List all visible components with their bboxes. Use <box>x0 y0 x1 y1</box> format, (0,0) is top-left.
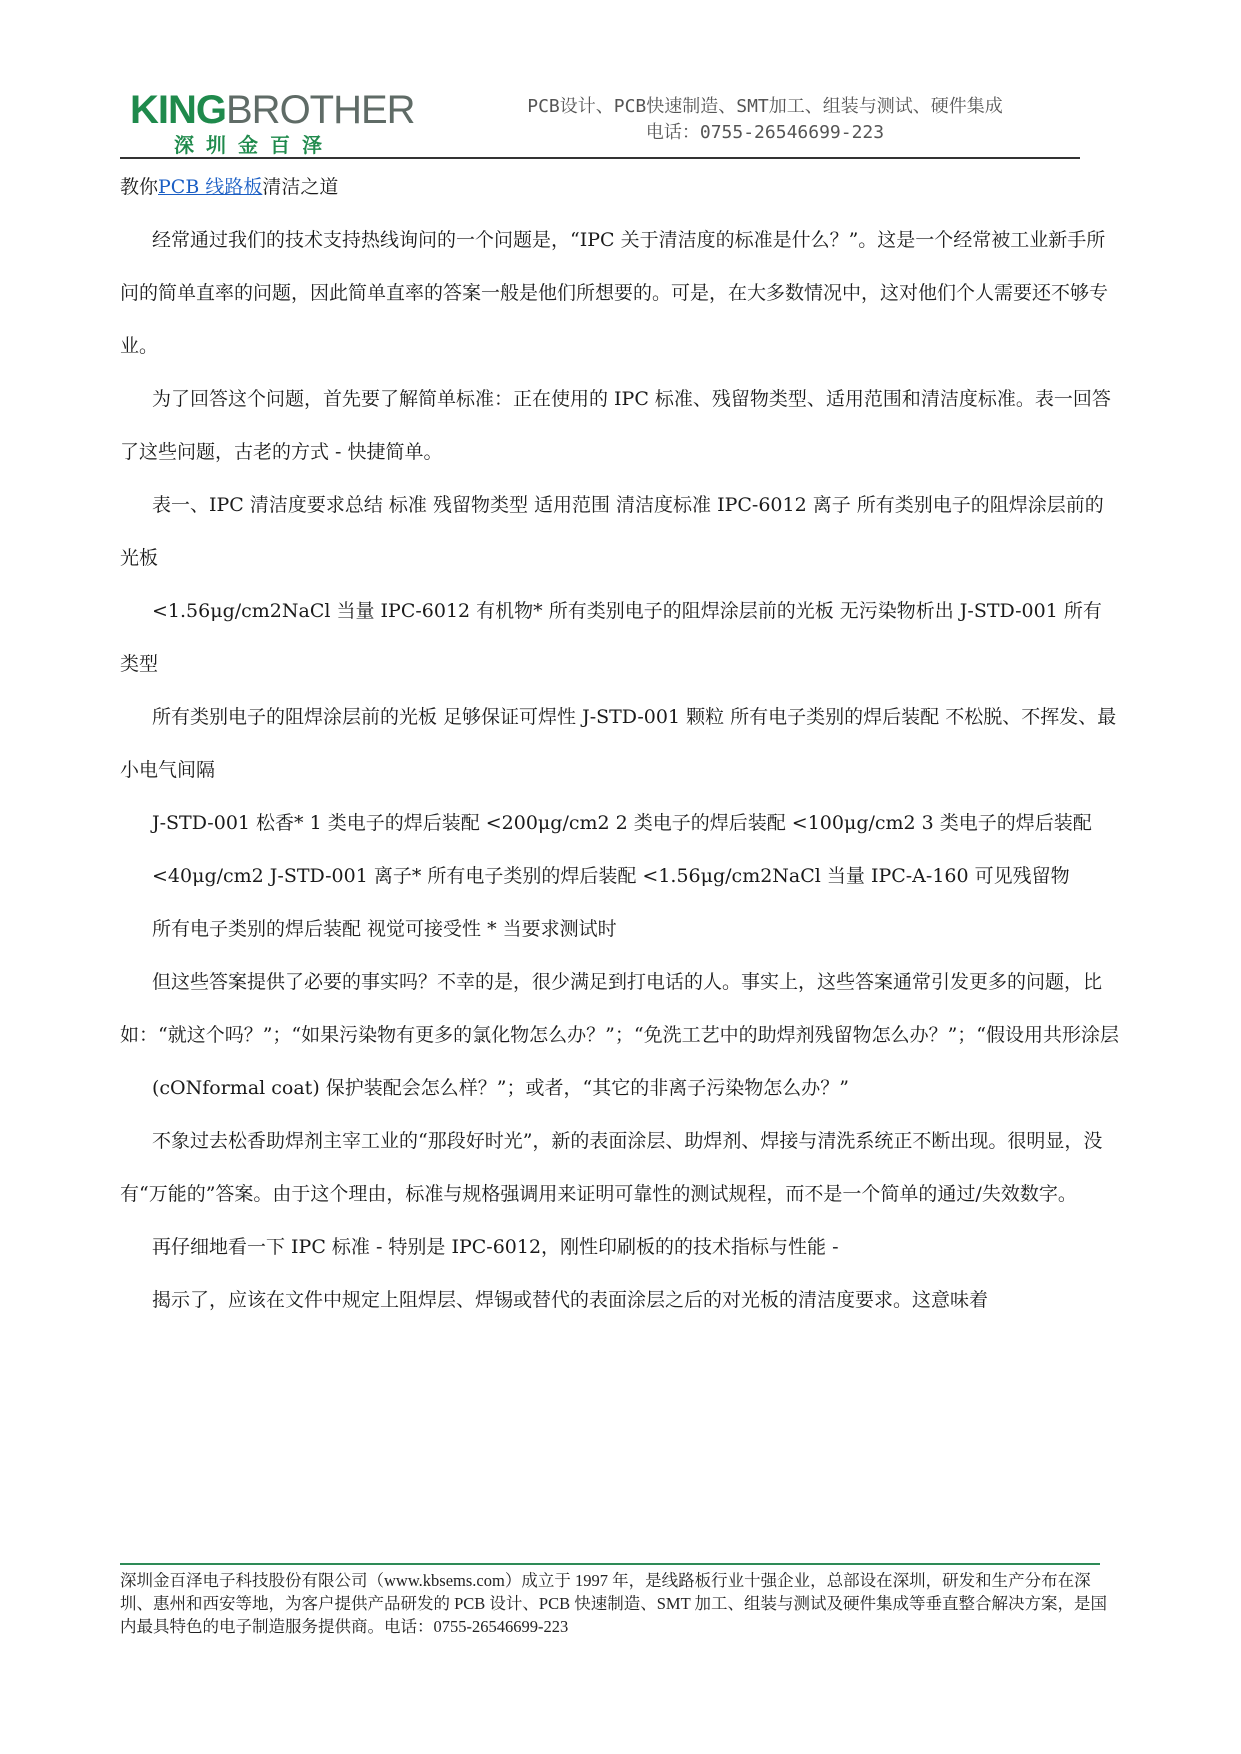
paragraph: 所有电子类别的焊后装配 视觉可接受性 * 当要求测试时 <box>152 918 617 940</box>
paragraph: 揭示了，应该在文件中规定上阻焊层、焊锡或替代的表面涂层之后的对光板的清洁度要求。这意味着 <box>152 1289 989 1311</box>
header-divider <box>120 157 1080 159</box>
title-prefix: 教你 <box>120 176 159 198</box>
logo-wordmark-brother: BROTHER <box>226 88 415 132</box>
footer-divider <box>120 1563 1100 1565</box>
paragraph: J-STD-001 松香* 1 类电子的焊后装配 <200μg/cm2 2 类电子的焊后装配 <100μg/cm2 3 类电子的焊后装配 <box>152 812 1092 834</box>
paragraph: 表一、IPC 清洁度要求总结 标准 残留物类型 适用范围 清洁度标准 IPC-6012 离子 所有类别电子的阻焊涂层前的光板 <box>120 494 1104 569</box>
page-footer: 深圳金百泽电子科技股份有限公司（www.kbsems.com）成立于 1997 年，是线路板行业十强企业，总部设在深圳，研发和生产分布在深圳、惠州和西安等地，为客户提供产品研发的 PCB 设计、PCB 快速制造、SMT 加工、组装与测试及硬件集成等垂直整合解决方案，是国内最具特色的电子制造服务提供商。电话：0755-26546699-223 <box>120 1571 1108 1636</box>
title-link-pcb[interactable]: PCB 线路板 <box>158 176 263 198</box>
header-tagline <box>465 94 1065 146</box>
paragraph: <40μg/cm2 J-STD-001 离子* 所有电子类别的焊后装配 <1.56μg/cm2NaCl 当量 IPC-A-160 可见残留物 <box>152 865 1070 887</box>
logo-chinese-name: 深圳金百泽 <box>174 133 334 157</box>
page-header <box>120 88 1080 160</box>
article-body <box>120 170 1120 1327</box>
paragraph: <1.56μg/cm2NaCl 当量 IPC-6012 有机物* 所有类别电子的阻焊涂层前的光板 无污染物析出 J-STD-001 所有类型 <box>120 600 1102 675</box>
tagline-phone: 电话：0755-26546699-223 <box>645 122 885 143</box>
paragraph: 再仔细地看一下 IPC 标准 - 特别是 IPC-6012，刚性印刷板的的技术指标与性能 - <box>152 1236 839 1258</box>
paragraph: 但这些答案提供了必要的事实吗？不幸的是，很少满足到打电话的人。事实上，这些答案通常引发更多的问题，比如：“就这个吗？”；“如果污染物有更多的氯化物怎么办？”；“免洗工艺中的助焊剂残留物怎么办？”；“假设用共形涂层 <box>120 971 1119 1046</box>
article-title <box>120 170 1120 204</box>
company-logo <box>130 88 415 158</box>
tagline-services: PCB设计、PCB快速制造、SMT加工、组装与测试、硬件集成 <box>527 96 1003 117</box>
paragraph: 经常通过我们的技术支持热线询问的一个问题是，“IPC 关于清洁度的标准是什么？”。这是一个经常被工业新手所问的简单直率的问题，因此简单直率的答案一般是他们所想要的。可是，在大多数情况中，这对他们个人需要还不够专业。 <box>120 229 1109 357</box>
paragraph: 所有类别电子的阻焊涂层前的光板 足够保证可焊性 J-STD-001 颗粒 所有电子类别的焊后装配 不松脱、不挥发、最小电气间隔 <box>120 706 1117 781</box>
paragraph: 不象过去松香助焊剂主宰工业的“那段好时光”，新的表面涂层、助焊剂、焊接与清洗系统正不断出现。很明显，没有“万能的”答案。由于这个理由，标准与规格强调用来证明可靠性的测试规程，而不是一个简单的通过/失效数字。 <box>120 1130 1103 1205</box>
logo-wordmark-king: KING <box>130 88 226 132</box>
paragraph: (cONformal coat) 保护装配会怎么样？”；或者，“其它的非离子污染物怎么办？” <box>152 1077 849 1099</box>
title-suffix: 清洁之道 <box>262 176 339 198</box>
paragraph: 为了回答这个问题，首先要了解简单标准：正在使用的 IPC 标准、残留物类型、适用范围和清洁度标准。表一回答了这些问题，古老的方式 - 快捷简单。 <box>120 388 1111 463</box>
